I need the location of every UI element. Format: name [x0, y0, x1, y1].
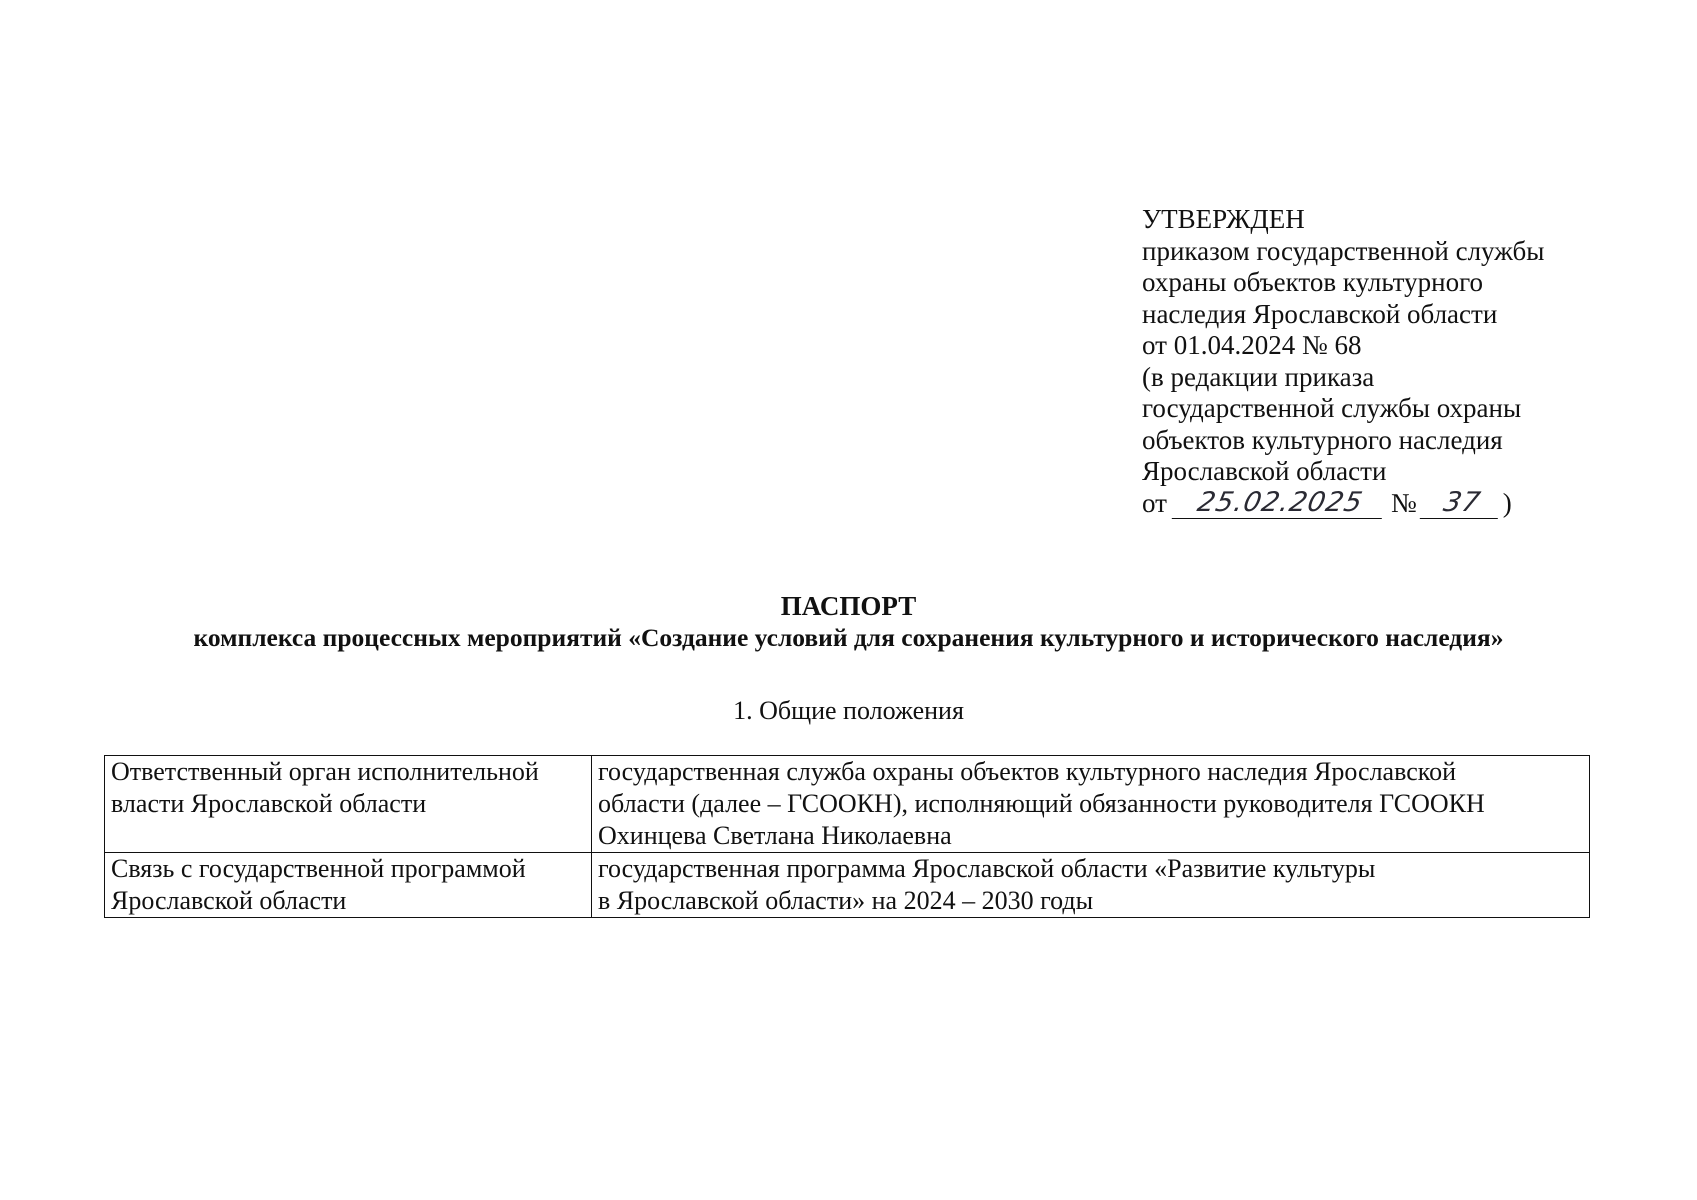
table-cell-label: [105, 853, 592, 918]
approval-line: объектов культурного наследия: [1142, 424, 1503, 455]
approval-line: Ярославской области: [1142, 456, 1387, 486]
passport-table: [104, 755, 1590, 918]
approval-line: охраны объектов культурного: [1142, 267, 1483, 297]
cell-text: Охинцева Светлана Николаевна: [598, 821, 952, 850]
table-cell-value: [592, 853, 1590, 918]
cell-text: Ярославской области: [111, 886, 347, 915]
cell-text: Ответственный орган исполнительной: [111, 757, 539, 786]
document-subtitle: комплекса процессных мероприятий «Создание условий для сохранения культурного и исторического наследия»: [193, 623, 1504, 652]
approval-line: наследия Ярославской области: [1142, 298, 1498, 329]
section-heading: 1. Общие положения: [733, 696, 964, 725]
table-cell-value: [592, 756, 1590, 853]
cell-text: Связь с государственной программой: [111, 854, 526, 883]
approval-line: от 01.04.2024 № 68: [1142, 330, 1362, 360]
table-cell-label: [105, 756, 592, 853]
handwritten-number: 37: [1419, 488, 1504, 519]
document-title: ПАСПОРТ: [780, 591, 917, 621]
approval-line: государственной службы охраны: [1142, 393, 1522, 423]
title-block: [0, 590, 1697, 654]
approval-heading: УТВЕРЖДЕН: [1142, 204, 1305, 234]
table-row: [105, 756, 1590, 853]
approval-block: [1142, 204, 1642, 519]
closing-paren: ): [1502, 487, 1512, 518]
approval-line: приказом государственной службы: [1142, 235, 1545, 266]
table-row: [105, 853, 1590, 918]
approval-line: (в редакции приказа: [1142, 361, 1375, 392]
cell-text: в Ярославской области» на 2024 – 2030 годы: [598, 886, 1094, 915]
cell-text: государственная служба охраны объектов культурного наследия Ярославской: [598, 757, 1456, 786]
approval-date-number-row: [1142, 488, 1642, 520]
cell-text: власти Ярославской области: [111, 789, 427, 818]
cell-text: области (далее – ГСООКН), исполняющий обязанности руководителя ГСООКН: [598, 789, 1485, 818]
date-prefix: от: [1142, 487, 1167, 518]
cell-text: государственная программа Ярославской области «Развитие культуры: [598, 854, 1376, 883]
number-label: №: [1390, 487, 1417, 518]
handwritten-date: 25.02.2025: [1172, 488, 1389, 519]
